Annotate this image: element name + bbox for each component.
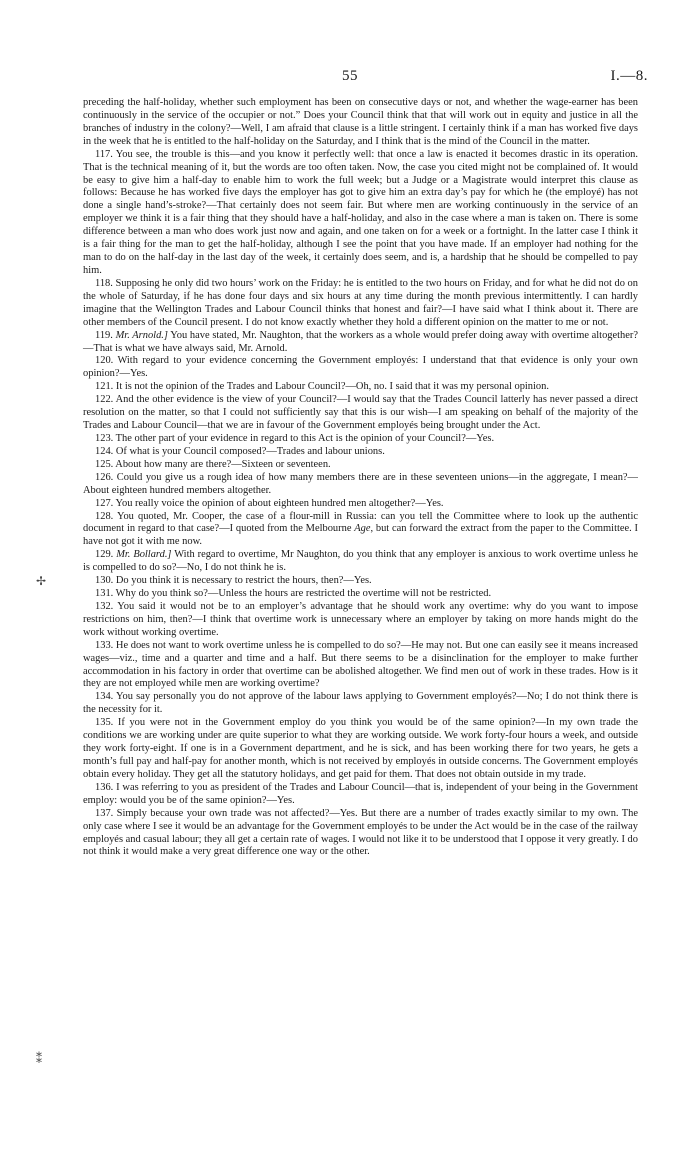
paragraph-text: You have stated, Mr. Naughton, that the workers as a whole would prefer doing away with overtime altogether?—That is what we have always said, Mr. Arnold. [83, 329, 639, 354]
margin-mark-icon: ⁑ [36, 1052, 42, 1066]
paragraph-119 [83, 330, 638, 356]
question-number: 119. [95, 329, 113, 341]
paragraph-125: 125. About how many are there?—Sixteen or seventeen. [95, 458, 331, 470]
page-number: 55 [342, 68, 358, 84]
paragraph-120: 120. With regard to your evidence concerning the Government employés: I understand that that evidence is only your own opinion?—Yes. [83, 355, 638, 380]
paragraph-131: 131. Why do you think so?—Unless the hours are restricted the overtime will not be restricted. [95, 588, 492, 600]
speaker-name: Mr. Bollard.] [116, 549, 172, 561]
paragraph-continuation: preceding the half-holiday, whether such employment has been on consecutive days or not, and whether the wage-earner has been continuously in the service of the occupier or not.” Does your Council think that that will work out in equity and justice in all the branches of industry in the colony?—Well, I am afraid that clause is a little stringent. I certainly think if a man has worked five days in the week that he is entitled to the half-holiday on the Saturday, and I think that is the mind of the Council in the matter. [83, 97, 638, 147]
paragraph-124: 124. Of what is your Council composed?—Trades and labour unions. [95, 445, 385, 457]
paragraph-text: , but can forward the extract from the paper to the Committee. I have not got it with me now. [83, 523, 638, 548]
paragraph-136: 136. I was referring to you as president of the Trades and Labour Council—that is, independent of your being in the Government employ: would you be of the same opinion?—Yes. [83, 781, 638, 806]
paragraph-134: 134. You say personally you do not approve of the labour laws applying to Government employés?—No; I do not think there is the necessity for it. [83, 691, 638, 716]
newspaper-title: Age [354, 523, 371, 535]
paragraph-118: 118. Supposing he only did two hours’ work on the Friday: he is entitled to the two hours on Friday, and for what he did not do on the whole of Saturday, if he has done four days and six hours at any time during the month previous intermittently. I can hardly imagine that the Wellington Trades and Labour Council thinks that honest and fair?—I have said what I think about it. There are other members of the Council present. I do not know exactly whether they hold a different opinion on the matter to me or not. [83, 277, 638, 328]
paragraph-130: 130. Do you think it is necessary to restrict the hours, then?—Yes. [95, 575, 372, 587]
paragraph-122: 122. And the other evidence is the view of your Council?—I would say that the Trades Council latterly has never passed a direct resolution on the matter, so that I could not sufficiently say that this is our wish—I am speaking on behalf of the majority of the Trades and Labour Council—that we are in favour of the Government employés being brought under the Act. [83, 394, 638, 432]
paragraph-text: 128. You quoted, Mr. Cooper, the case of a flour-mill in Russia: can you tell the Committee where to look up the authentic document in regard to that case?—I quoted from the Melbourne [83, 510, 638, 535]
paragraph-text: With regard to overtime, Mr Naughton, do you think that any employer is anxious to work overtime unless he is compelled to do so?—No, I do not think he is. [83, 549, 638, 574]
margin-mark-icon: ✢ [36, 574, 47, 588]
question-number: 129. [95, 549, 114, 561]
paragraph-135: 135. If you were not in the Government employ do you think you would be of the same opinion?—In my own trade the conditions we are working under are quite superior to what they are working outside. We work forty-four hours a week, and outside they work forty-eight. If one is in a Government department, and he is sick, and has been working there for two years, he gets a month’s full pay and half-pay for another month, which is not received by employés in outside concerns. The Government employés obtain every holiday. They get all the statutory holidays, and get paid for them. That does not obtain outside in my trade. [83, 717, 638, 780]
speaker-name: Mr. Arnold.] [115, 329, 168, 341]
paragraph-132: 132. You said it would not be to an employer’s advantage that he should work any overtime: why do you want to impose restrictions on him, then?—I think that overtime work is unnecessary where an employer by taking on more hands might do the work without working overtime. [83, 600, 638, 638]
body-text [83, 97, 638, 859]
paragraph-129 [83, 549, 638, 575]
page-reference: I.—8. [610, 68, 648, 84]
paragraph-127: 127. You really voice the opinion of about eighteen hundred men altogether?—Yes. [95, 497, 444, 509]
paragraph-133: 133. He does not want to work overtime unless he is compelled to do so?—He may not. But one can easily see it means increased wages—viz., time and a quarter and time and a half. But there seems to be a disinclination for the employer to make further accommodation in his factory in order that overtime can be abolished altogether. We find men out of work in these trades. How is it they are not employed while men are working overtime? [83, 639, 638, 690]
paragraph-121: 121. It is not the opinion of the Trades and Labour Council?—Oh, no. I said that it was my personal opinion. [95, 381, 549, 393]
paragraph-137: 137. Simply because your own trade was not affected?—Yes. But there are a number of trades exactly similar to my own. The only case where I see it would be an advantage for the Government employés to be under the Act would be in the case of the railway employés and casual labour; they all get a certain rate of wages. I would not like it to be understood that I oppose it very greatly. I do not think it would make a very great difference one way or the other. [83, 807, 638, 858]
paragraph-128 [83, 511, 638, 550]
paragraph-123: 123. The other part of your evidence in regard to this Act is the opinion of your Council?—Yes. [95, 432, 495, 444]
paragraph-126: 126. Could you give us a rough idea of how many members there are in these seventeen unions—in the aggregate, I mean?—About eighteen hundred members altogether. [83, 471, 638, 496]
paragraph-117: 117. You see, the trouble is this—and you know it perfectly well: that once a law is enacted it becomes drastic in its operation. That is the technical meaning of it, but the words are too often taken. Now, the case you cited might not be complained of. It would be easy to give him a half-day to enable him to work the full week; but a Judge or a Magistrate would interpret this clause as follows: Because he has worked five days the employer has got to give him an extra day’s pay for which he (the employé) has not done a single hand’s-stroke?—That certainly does not seem fair. But where men are working continuously in the service of an employer we think it is a fair thing that they should have a half-holiday, and also in the case where a man is taken on. There is some difference between a man who does work just now and again, and one taken on for a week or a fortnight. In the latter case I think it is a fair thing for the man to get the half-holiday, although I see the point that you have made. If an employer had nothing for the man to do on the half-day in the last day of the week, it certainly does seem, and is, a hardship that he should be compelled to pay him. [83, 148, 638, 276]
